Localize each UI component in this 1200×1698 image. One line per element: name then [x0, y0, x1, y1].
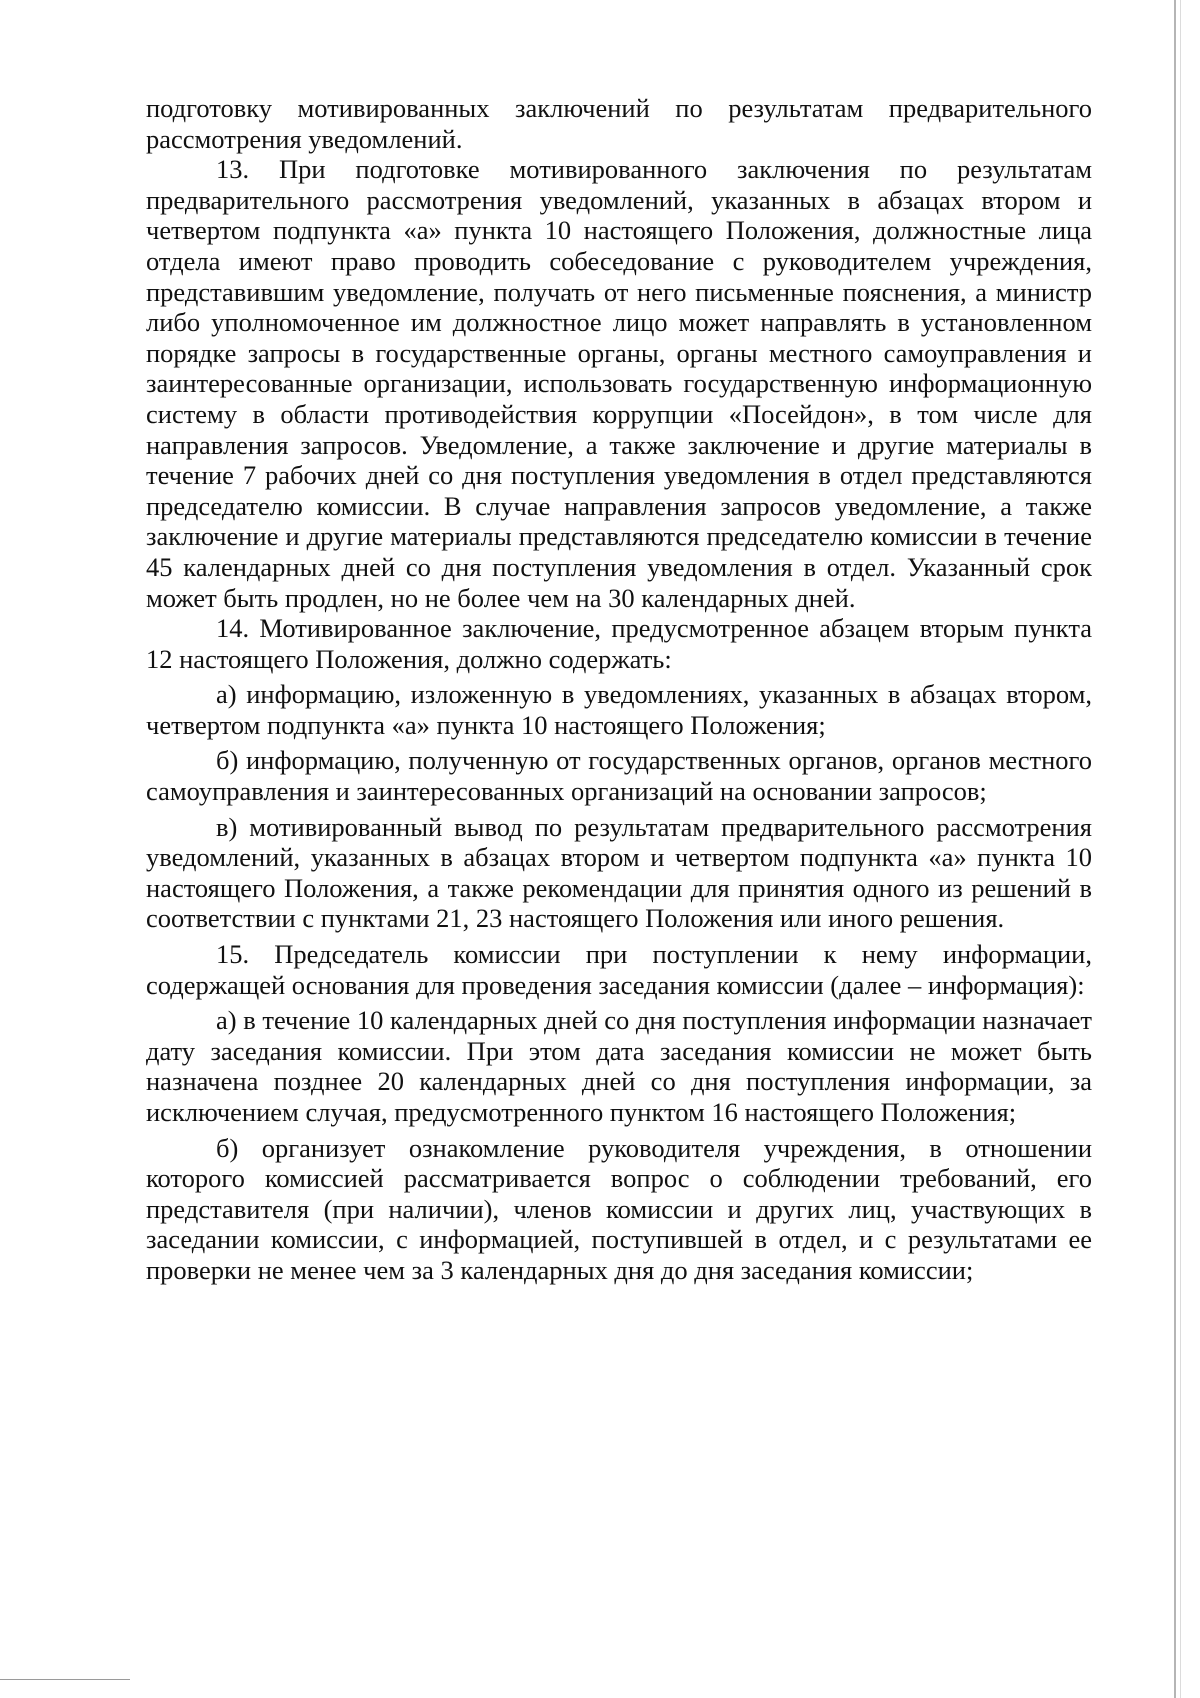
- paragraph-continuation: подготовку мотивированных заключений по результатам предварительного рассмотрения уведомлений.: [146, 93, 1092, 154]
- paragraph-15: 15. Председатель комиссии при поступлении к нему информации, содержащей основания для проведения заседания комиссии (далее – информация):: [146, 939, 1092, 1000]
- paragraph-14-a: а) информацию, изложенную в уведомлениях, указанных в абзацах втором, четвертом подпункта «а» пункта 10 настоящего Положения;: [146, 679, 1092, 740]
- paragraph-15-b: б) организует ознакомление руководителя учреждения, в отношении которого комиссией рассматривается вопрос о соблюдении требований, его представителя (при наличии), членов комиссии и других лиц, участвующих в заседании комиссии, с информацией, поступившей в отдел, и с результатами ее проверки не менее чем за 3 календарных дня до дня заседания комиссии;: [146, 1132, 1092, 1285]
- paragraph-14-b: б) информацию, полученную от государственных органов, органов местного самоуправления и заинтересованных организаций на основании запросов;: [146, 745, 1092, 807]
- scan-bottom-mark: [0, 1679, 130, 1680]
- page-edge-line: [1174, 0, 1176, 1698]
- document-body: [146, 93, 1092, 1286]
- paragraph-14-c: в) мотивированный вывод по результатам предварительного рассмотрения уведомлений, указанных в абзацах втором и четвертом подпункта «а» пункта 10 настоящего Положения, а также рекомендации для принятия одного из решений в соответствии с пунктами 21, 23 настоящего Положения или иного решения.: [146, 811, 1092, 934]
- paragraph-15-a: а) в течение 10 календарных дней со дня поступления информации назначает дату заседания комиссии. При этом дата заседания комиссии не может быть назначена позднее 20 календарных дней со дня поступления информации, за исключением случая, предусмотренного пунктом 16 настоящего Положения;: [146, 1005, 1092, 1127]
- page-edge-line-secondary: [1180, 0, 1181, 1698]
- paragraph-13: 13. При подготовке мотивированного заключения по результатам предварительного рассмотрения уведомлений, указанных в абзацах втором и четвертом подпункта «а» пункта 10 настоящего Положения, должностные лица отдела имеют право проводить собеседование с руководителем учреждения, представившим уведомление, получать от него письменные пояснения, а министр либо уполномоченное им должностное лицо может направлять в установленном порядке запросы в государственные органы, органы местного самоуправления и заинтересованные организации, использовать государственную информационную систему в области противодействия коррупции «Посейдон», в том числе для направления запросов. Уведомление, а также заключение и другие материалы в течение 7 рабочих дней со дня поступления уведомления в отдел представляются председателю комиссии. В случае направления запросов уведомление, а также заключение и другие материалы представляются председателю комиссии в течение 45 календарных дней со дня поступления уведомления в отдел. Указанный срок может быть продлен, но не более чем на 30 календарных дней.: [146, 154, 1092, 613]
- paragraph-14: 14. Мотивированное заключение, предусмотренное абзацем вторым пункта 12 настоящего Положения, должно содержать:: [146, 613, 1092, 674]
